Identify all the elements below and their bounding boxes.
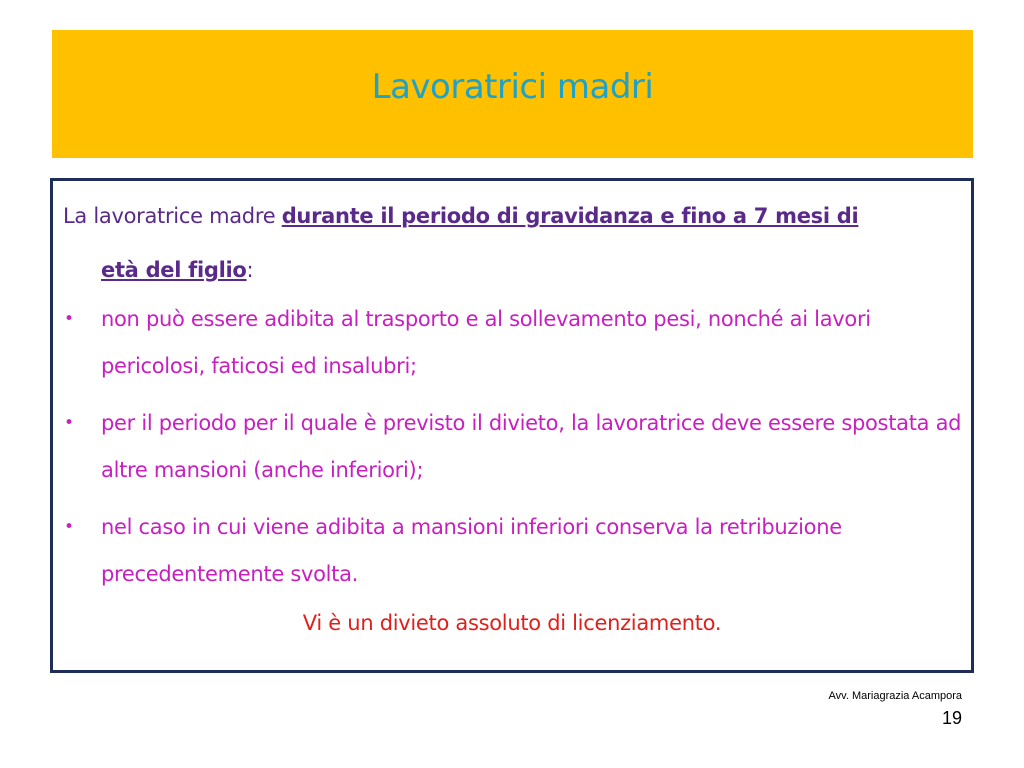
list-item <box>63 296 963 390</box>
bullet-dot-icon: • <box>64 309 74 329</box>
bullet-text: per il periodo per il quale è previsto il divieto, la lavoratrice deve essere spostata ad altre mansioni (anche inferiori); <box>101 411 962 482</box>
bullet-text: nel caso in cui viene adibita a mansioni inferiori conserva la retribuzione precedentemente svolta. <box>101 515 842 586</box>
footer-author: Avv. Mariagrazia Acampora <box>828 690 962 702</box>
intro-lead: La lavoratrice madre <box>63 204 282 228</box>
list-item <box>63 504 963 598</box>
intro-line-1 <box>63 189 958 243</box>
page-number: 19 <box>941 708 962 728</box>
closing-statement: Vi è un divieto assoluto di licenziamento. <box>302 611 722 635</box>
intro-colon: : <box>246 258 254 282</box>
bullet-dot-icon: • <box>64 413 74 433</box>
bullet-dot-icon: • <box>64 517 74 537</box>
intro-line-2 <box>63 243 958 297</box>
intro-emphasis-part-1: durante il periodo di gravidanza e fino a 7 mesi di <box>281 204 859 228</box>
title-band <box>52 30 973 158</box>
content-box <box>50 178 974 673</box>
slide-title: Lavoratrici madri <box>371 67 654 107</box>
bullet-list <box>63 296 963 608</box>
intro-emphasis-part-2: età del figlio <box>101 258 247 282</box>
list-item <box>63 400 963 494</box>
bullet-text: non può essere adibita al trasporto e al sollevamento pesi, nonché ai lavori pericolosi, faticosi ed insalubri; <box>101 307 871 378</box>
intro-paragraph <box>63 189 958 297</box>
